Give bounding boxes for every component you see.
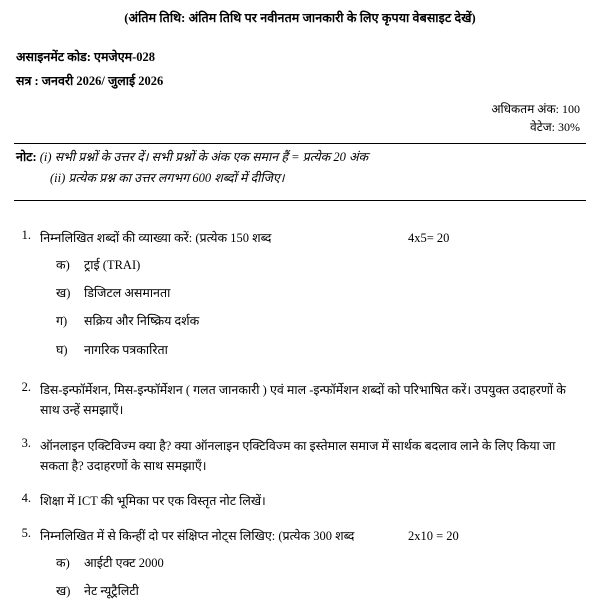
document-page [0,9,600,609]
question-body [40,228,586,369]
sub-question-text: ट्राई (TRAI) [84,257,141,272]
note-block [14,144,586,194]
sub-question-label: ख) [56,583,71,598]
note-line-1: (i) सभी प्रश्नों के उत्तर दें। सभी प्रश्नों के अंक एक समान हैं = प्रत्येक 20 अंक [39,149,369,164]
note-line-2: (ii) प्रत्येक प्रश्न का उत्तर लगभग 600 शब्दों में दीजिए। [50,171,285,186]
sub-question-text: नेट न्यूट्रैलिटी [84,583,139,598]
session: सत्र : जनवरी 2026/ जुलाई 2026 [16,73,164,88]
sub-question [40,256,586,275]
sub-question-text: नागरिक पत्रकारिता [84,342,168,357]
note-label: नोट: [16,149,37,164]
question-text: निम्नलिखित शब्दों की व्याख्या करें: (प्रत्येक 150 शब्द [40,231,272,246]
question-body [40,380,586,421]
question-body [40,526,586,610]
meta-block [14,46,586,94]
sub-question-text: डिजिटल असमानता [84,285,171,300]
question-text: डिस-इन्फॉर्मेशन, मिस-इन्फॉर्मेशन ( गलत जानकारी ) एवं माल -इन्फॉर्मेशन शब्दों को परिभाषित करें। उपयुक्त उदाहरणों के साथ उन्हें समझाएँ। [40,383,566,418]
question-text: ऑनलाइन एक्टिविज्म क्या है? क्या ऑनलाइन एक्टिविज्म का इस्तेमाल समाज में सार्थक बदलाव लाने के लिए किया जा सकता है? उदाहरणों के साथ समझाएँ। [40,438,556,473]
question-marks: 4x5= 20 [408,231,450,246]
question-number: 4. [21,491,31,505]
weightage: वेटेज: 30% [530,119,580,134]
sub-question-text: सक्रिय और निष्क्रिय दर्शक [84,314,200,329]
sub-question [40,284,586,303]
sub-question-label: क) [56,257,70,272]
question-body [40,436,586,477]
max-marks: अधिकतम अंक: 100 [491,101,580,116]
sub-question [40,582,586,601]
question-body [40,491,586,511]
question-number: 2. [21,380,31,394]
sub-question-text: आईटी एक्ट 2000 [84,555,164,570]
question-number: 1. [21,228,31,243]
questions-list [14,215,586,612]
question-item [14,228,586,369]
sub-question-label: ग) [56,314,68,329]
marks-block [14,100,586,136]
sub-question [40,341,586,360]
question-number: 5. [21,526,31,541]
assignment-code: असाइनमेंट कोड: एमजेएम-028 [16,50,155,64]
sub-question [40,554,586,573]
sub-question-label: क) [56,555,70,570]
question-item [14,380,586,421]
question-number: 3. [21,435,31,450]
question-item [14,526,586,610]
divider-bottom [14,200,586,201]
question-text: निम्नलिखित में से किन्हीं दो पर संक्षिप्त नोट्स लिखिए: (प्रत्येक 300 शब्द [40,529,355,544]
sub-question-list [40,554,586,602]
sub-question-label: ख) [56,285,71,300]
question-item [14,436,586,477]
question-marks: 2x10 = 20 [408,529,459,544]
sub-question-list [40,256,586,361]
question-item [14,491,586,511]
sub-question-label: घ) [56,342,68,357]
sub-question [40,312,586,331]
question-text: शिक्षा में ICT की भूमिका पर एक विस्तृत नोट लिखें। [40,494,266,508]
deadline-note: (अंतिम तिथि: अंतिम तिथि पर नवीनतम जानकारी के लिए कृपया वेबसाइट देखें) [124,11,476,25]
